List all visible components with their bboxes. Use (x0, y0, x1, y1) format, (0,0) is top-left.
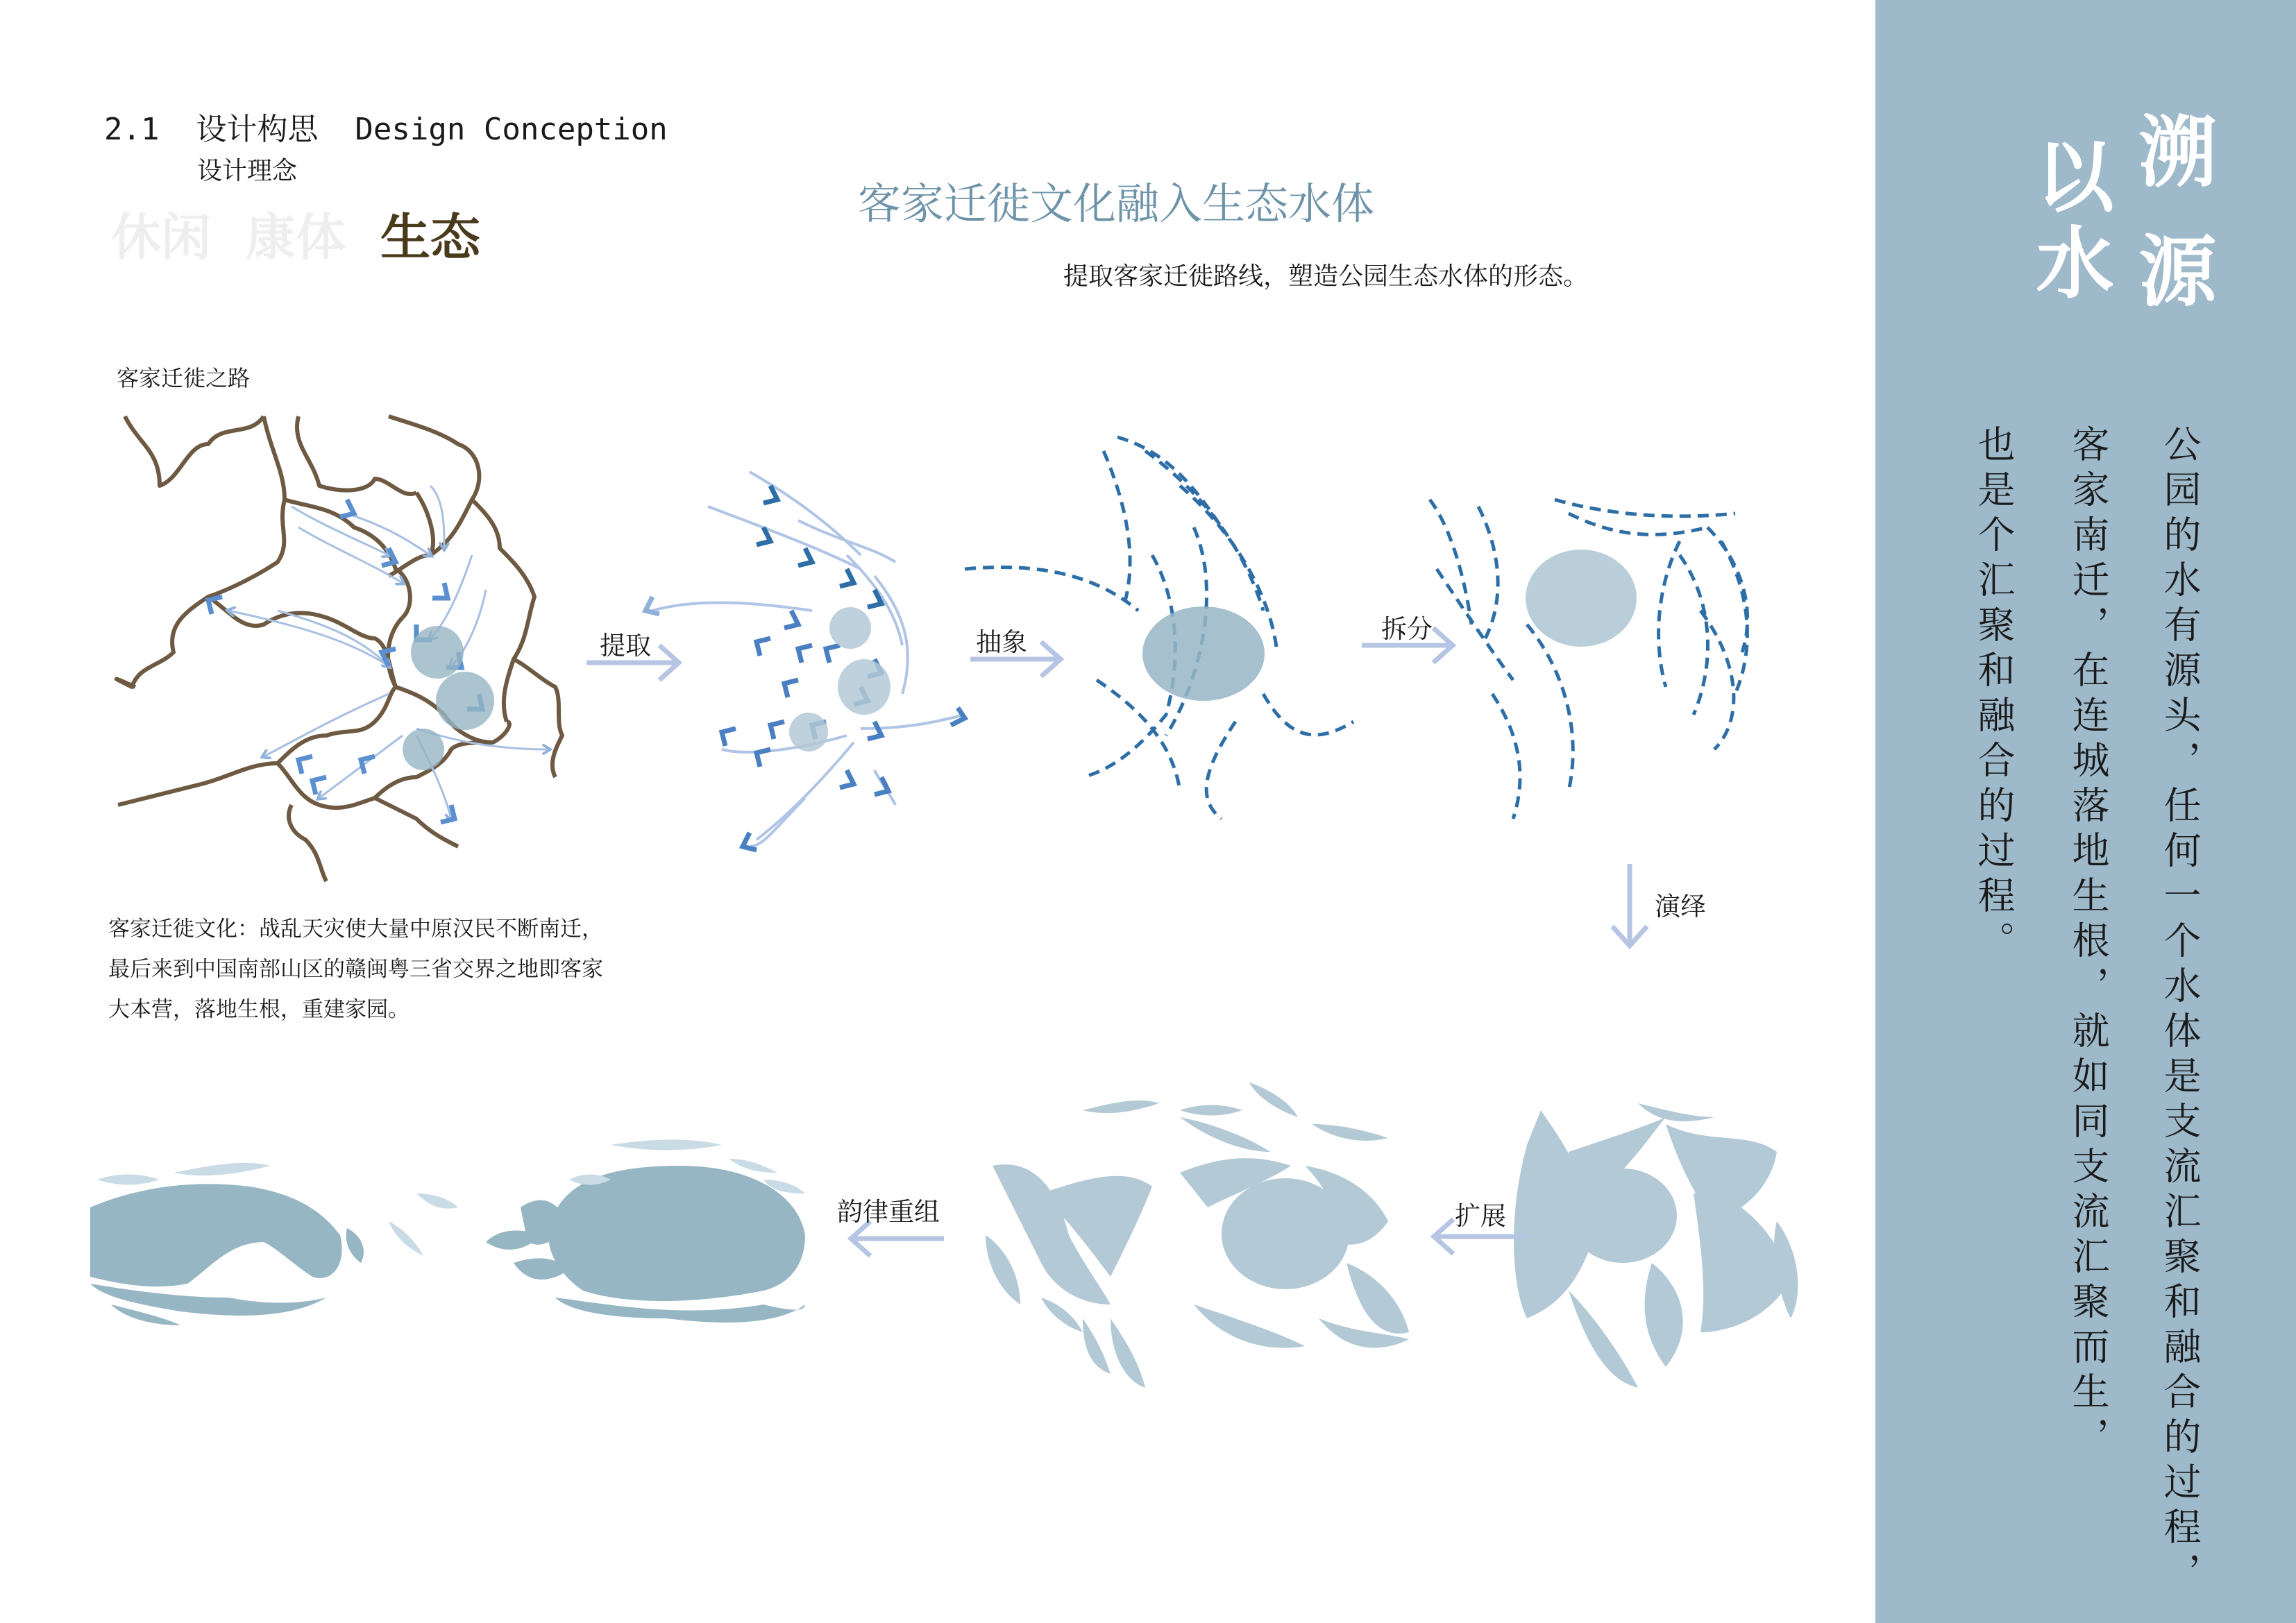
abstract-pool (1142, 606, 1265, 701)
convergence-zones (403, 626, 494, 770)
tag-leisure: 休闲 (111, 208, 212, 266)
split-pool (1526, 550, 1637, 647)
section-subheading: 设计理念 (197, 157, 298, 185)
side-text-col2: 客家南迁，在连城落地生根，就如同支流汇聚而生， (2066, 425, 2110, 1462)
extracted-zones (789, 607, 890, 751)
side-title-col2: 以水 (2023, 136, 2113, 308)
step-label-abstract: 抽象 (976, 627, 1027, 657)
side-panel (1875, 0, 2296, 1623)
step-label-evolve: 演绎 (1655, 892, 1706, 921)
tag-fitness: 康体 (246, 208, 346, 266)
side-title-col1: 溯源 (2126, 111, 2216, 350)
recomposed-water (90, 1166, 805, 1325)
split-form (1430, 500, 1748, 819)
evolved-water (1514, 1103, 1798, 1388)
step-label-extract: 提取 (600, 631, 651, 661)
expanded-water (986, 1082, 1409, 1388)
migration-map-label: 客家迁徙之路 (117, 365, 251, 391)
province-map (117, 416, 562, 881)
section-heading: 2.1 设计构思 Design Conception (104, 112, 668, 147)
side-text-col1: 公园的水有源头，任何一个水体是支流汇聚和融合的过程， (2158, 425, 2202, 1597)
diagram-subtitle: 提取客家迁徙路线，塑造公园生态水体的形态。 (1063, 262, 1589, 291)
migration-description: 客家迁徙文化：战乱天灾使大量中原汉民不断南迁，最后来到中国南部山区的赣闽粤三省交界之地即客家大本营，落地生根，重建家园。 (108, 917, 603, 1022)
side-text-col3: 也是个汇聚和融合的过程。 (1972, 425, 2016, 966)
step-label-expand: 扩展 (1455, 1201, 1506, 1231)
step-label-split: 拆分 (1381, 614, 1433, 644)
step-label-recompose: 韵律重组 (837, 1197, 940, 1227)
tag-ecology: 生态 (380, 208, 481, 266)
extracted-flows (652, 472, 965, 847)
evolve-arrow (1612, 864, 1647, 946)
diagram-title: 客家迁徙文化融入生态水体 (858, 178, 1375, 229)
